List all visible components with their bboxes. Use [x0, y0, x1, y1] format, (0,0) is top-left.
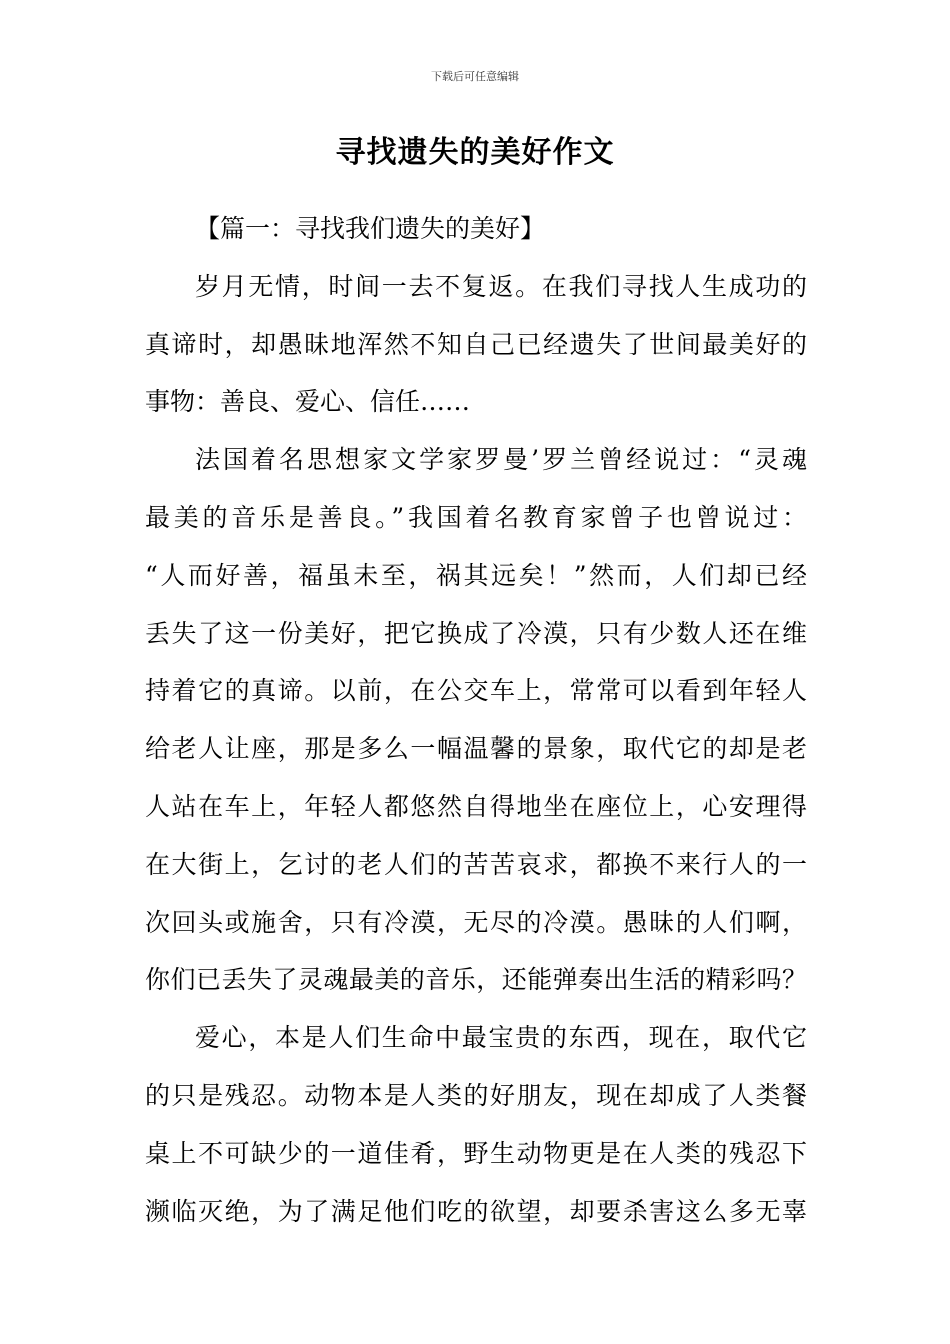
- paragraph-line: 真谛时，却愚昧地浑然不知自己已经遗失了世间最美好的: [145, 329, 807, 359]
- paragraph-line: 岁月无情，时间一去不复返。在我们寻找人生成功的: [195, 271, 807, 301]
- paragraph-line: 给老人让座，那是多么一幅温馨的景象，取代它的却是老: [145, 734, 807, 764]
- paragraph-line: 爱心，本是人们生命中最宝贵的东西，现在，取代它: [195, 1023, 807, 1053]
- paragraph-line: 法国着名思想家文学家罗曼’罗兰曾经说过：“灵魂: [195, 445, 807, 475]
- paragraph-line: 事物：善良、爱心、信任……: [145, 387, 471, 417]
- paragraph-line: “人而好善，福虽未至，祸其远矣！”然而，人们却已经: [145, 560, 807, 590]
- document-title: 寻找遗失的美好作文: [335, 135, 615, 170]
- paragraph-line: 的只是残忍。动物本是人类的好朋友，现在却成了人类餐: [145, 1080, 807, 1110]
- paragraph-line: 濒临灭绝，为了满足他们吃的欲望，却要杀害这么多无辜: [145, 1196, 807, 1226]
- paragraph-line: 丢失了这一份美好，把它换成了冷漠，只有少数人还在维: [145, 618, 807, 648]
- section-heading: 【篇一：寻找我们遗失的美好】: [195, 214, 546, 243]
- paragraph-line: 桌上不可缺少的一道佳肴，野生动物更是在人类的残忍下: [145, 1138, 807, 1168]
- paragraph-line: 人站在车上，年轻人都悠然自得地坐在座位上，心安理得: [145, 791, 807, 821]
- paragraph-line: 次回头或施舍，只有冷漠，无尽的冷漠。愚昧的人们啊，: [145, 907, 807, 937]
- paragraph-line: 在大街上，乞讨的老人们的苦苦哀求，都换不来行人的一: [145, 849, 807, 879]
- document-body: [145, 200, 807, 1240]
- paragraph-line: 最美的音乐是善良。”我国着名教育家曾子也曾说过：: [145, 502, 807, 532]
- header-note: 下载后可任意编辑: [431, 70, 519, 83]
- paragraph-line: 你们已丢失了灵魂最美的音乐，还能弹奏出生活的精彩吗？: [145, 965, 807, 995]
- paragraph-line: 持着它的真谛。以前，在公交车上，常常可以看到年轻人: [145, 676, 807, 706]
